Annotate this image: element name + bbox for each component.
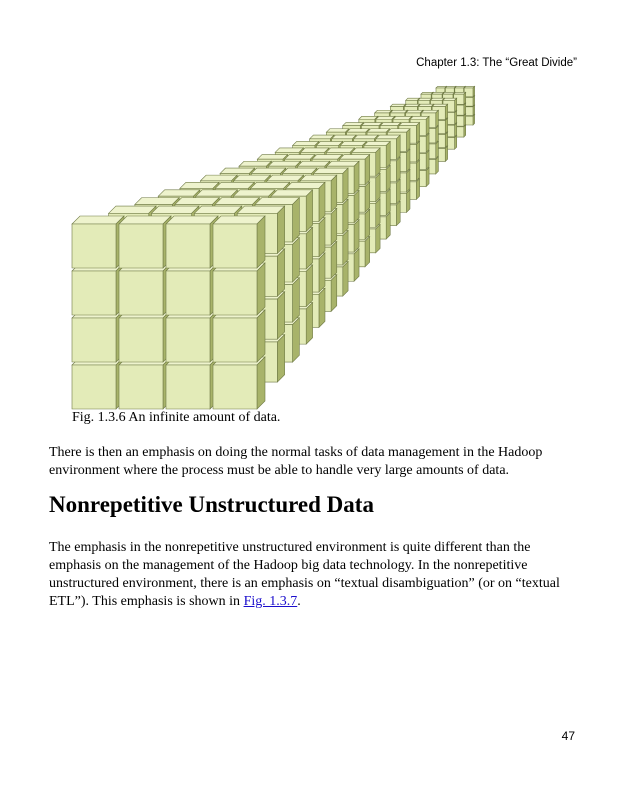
cube (213, 216, 265, 268)
cube (213, 310, 265, 362)
cube-side-face (365, 209, 370, 239)
cube (166, 357, 218, 409)
cube-side-face (436, 110, 439, 127)
cube-side-face (416, 160, 419, 181)
cube-side-face (331, 208, 337, 245)
page-number: 47 (561, 729, 575, 743)
cube-side-face (293, 198, 300, 242)
cube-top-face (332, 135, 356, 139)
cube-top-face (286, 182, 325, 188)
cube-top-face (237, 206, 284, 213)
cube-top-face (72, 216, 124, 224)
cube-side-face (331, 275, 337, 312)
cube-top-face (293, 141, 319, 145)
cube-top-face (251, 168, 285, 173)
cube-side-face (386, 141, 390, 167)
cube-side-face (396, 201, 400, 225)
cube-top-face (297, 161, 329, 166)
cube-top-face (268, 161, 300, 166)
cube-side-face (445, 132, 447, 147)
cube-front-face (213, 224, 257, 268)
cube-top-face (316, 141, 342, 145)
cube-side-face (319, 218, 325, 257)
cube-side-face (306, 303, 312, 345)
cube-top-face (220, 168, 254, 173)
cube-front-face (119, 318, 163, 362)
cube-top-face (109, 206, 156, 213)
cube-side-face (416, 141, 419, 162)
cube-side-face (319, 182, 325, 221)
cube (119, 263, 171, 315)
paragraph-hadoop-tasks: There is then an emphasis on doing the normal tasks of data management in the Hadoop environment where the process must be able to handle very large amounts of data. (49, 445, 543, 478)
cube-side-face (293, 318, 300, 362)
cube-top-face (367, 129, 390, 132)
cube-top-face (196, 190, 238, 196)
chapter-header: Chapter 1.3: The “Great Divide” (416, 57, 577, 69)
cube (72, 357, 124, 409)
cube-side-face (257, 310, 265, 362)
cube-side-face (416, 179, 419, 200)
cube-side-face (293, 238, 300, 282)
paragraph-end: . (297, 594, 301, 609)
cube (213, 357, 265, 409)
cube-front-face (166, 318, 210, 362)
cube-side-face (331, 241, 337, 278)
cube-side-face (426, 116, 429, 135)
cube-side-face (306, 227, 312, 269)
figure-caption: Fig. 1.3.6 An infinite amount of data. (72, 410, 281, 425)
cube-top-face (151, 206, 198, 213)
cube (166, 216, 218, 268)
cube-side-face (436, 157, 439, 174)
cube-side-face (354, 190, 359, 222)
cube-side-face (306, 265, 312, 307)
cube-top-face (158, 190, 200, 196)
cube-side-face (306, 190, 312, 232)
cube-side-face (319, 253, 325, 292)
cube-top-face (194, 206, 241, 213)
cube-side-face (396, 135, 400, 159)
cube (72, 263, 124, 315)
cube (166, 310, 218, 362)
cube-top-face (255, 198, 299, 205)
cube-side-face (257, 263, 265, 315)
cube-side-face (455, 98, 457, 112)
cube-front-face (72, 271, 116, 315)
cube-top-face (119, 216, 171, 224)
cube-side-face (354, 220, 359, 252)
cube-front-face (213, 318, 257, 362)
cube-top-face (271, 190, 313, 196)
cube-side-face (257, 216, 265, 268)
cube-top-face (312, 155, 342, 160)
cube-side-face (396, 179, 400, 203)
section-heading: Nonrepetitive Unstructured Data (49, 492, 374, 517)
cube-side-face (376, 173, 380, 201)
cube-side-face (343, 199, 348, 233)
cube-side-face (293, 278, 300, 322)
cube-top-face (314, 168, 348, 173)
cube-side-face (426, 151, 429, 170)
cube-top-face (267, 175, 304, 181)
cube-top-face (180, 182, 219, 188)
cube-side-face (354, 249, 359, 281)
cube-top-face (234, 175, 271, 181)
cube-top-face (327, 161, 359, 166)
cube-top-face (239, 161, 271, 166)
cube-side-face (365, 182, 370, 212)
cube-side-face (436, 126, 439, 143)
cube-side-face (365, 237, 370, 267)
cube-top-face (339, 155, 369, 160)
cube (119, 310, 171, 362)
cube-top-face (215, 198, 259, 205)
cube-top-face (233, 190, 275, 196)
cube-top-face (300, 175, 337, 181)
cube-top-face (275, 148, 303, 152)
cube-top-face (215, 182, 254, 188)
cube-front-face (72, 224, 116, 268)
cube (166, 263, 218, 315)
cube-side-face (455, 123, 457, 137)
cube-top-face (175, 198, 219, 205)
cube-front-face (166, 271, 210, 315)
cube-side-face (406, 129, 409, 152)
cube (119, 216, 171, 268)
cube-side-face (277, 249, 284, 296)
cube-front-face (119, 271, 163, 315)
cube-top-face (310, 135, 334, 139)
cube-top-face (213, 216, 265, 224)
cube-top-face (282, 168, 316, 173)
cube-side-face (445, 146, 447, 161)
cube-side-face (331, 175, 337, 212)
cube-side-face (455, 135, 457, 149)
cube-top-face (285, 155, 315, 160)
cube-top-face (340, 141, 366, 145)
cube-side-face (343, 168, 348, 202)
cube-top-face (364, 141, 390, 145)
cube-front-face (119, 224, 163, 268)
cube (72, 310, 124, 362)
cube-side-face (406, 169, 409, 192)
cube-side-face (426, 133, 429, 152)
cube-top-face (326, 129, 349, 132)
cube-side-face (416, 123, 419, 144)
cube-top-face (200, 175, 237, 181)
cube-top-face (376, 135, 400, 139)
cube-front-face (119, 365, 163, 409)
cube-side-face (445, 104, 447, 119)
cube-top-face (257, 155, 287, 160)
cube-side-face (277, 206, 284, 253)
cube-side-face (376, 148, 380, 176)
cube-top-face (387, 129, 410, 132)
cube-side-face (319, 288, 325, 327)
cube-side-face (406, 190, 409, 213)
cube-side-face (436, 141, 439, 158)
cube-top-face (135, 198, 179, 205)
cube-side-face (365, 155, 370, 185)
cube-front-face (213, 365, 257, 409)
cube-side-face (277, 335, 284, 382)
cube-side-face (406, 149, 409, 172)
cube-front-face (166, 224, 210, 268)
cube-top-face (352, 148, 380, 152)
cube (72, 216, 124, 268)
cube-top-face (251, 182, 290, 188)
cube-grid-illustration (60, 68, 510, 413)
figure-link[interactable]: Fig. 1.3.7 (243, 594, 298, 609)
cube-side-face (343, 262, 348, 296)
cube-front-face (213, 271, 257, 315)
cube-top-face (301, 148, 329, 152)
cube-top-face (326, 148, 354, 152)
cube-side-face (386, 165, 390, 191)
cube (213, 263, 265, 315)
cube-side-face (376, 199, 380, 227)
cube-side-face (376, 225, 380, 253)
cube-front-face (72, 365, 116, 409)
paragraph-nonrepetitive (49, 539, 579, 611)
cube-side-face (277, 292, 284, 339)
cube-side-face (257, 357, 265, 409)
cube-side-face (354, 161, 359, 193)
cube-side-face (445, 118, 447, 133)
cube-side-face (386, 213, 390, 239)
cube-front-face (166, 365, 210, 409)
cube-side-face (386, 189, 390, 215)
cube-side-face (426, 168, 429, 187)
cube (119, 357, 171, 409)
cube-top-face (166, 216, 218, 224)
paragraph-text: The emphasis in the nonrepetitive unstructured environment is quite different than the emphasis on the management of the Hadoop big data technology. In the nonrepetitive unstructured environment, there is an emphasis on “textual disambiguation” (or on “textual ETL”). This emphasis is shown in (49, 540, 560, 609)
cube-side-face (455, 111, 457, 125)
cube-side-face (343, 230, 348, 264)
cube-top-face (354, 135, 378, 139)
cube-side-face (396, 157, 400, 181)
infinite-data-cubes-figure (60, 68, 510, 413)
cube-front-face (72, 318, 116, 362)
cube-top-face (347, 129, 370, 132)
